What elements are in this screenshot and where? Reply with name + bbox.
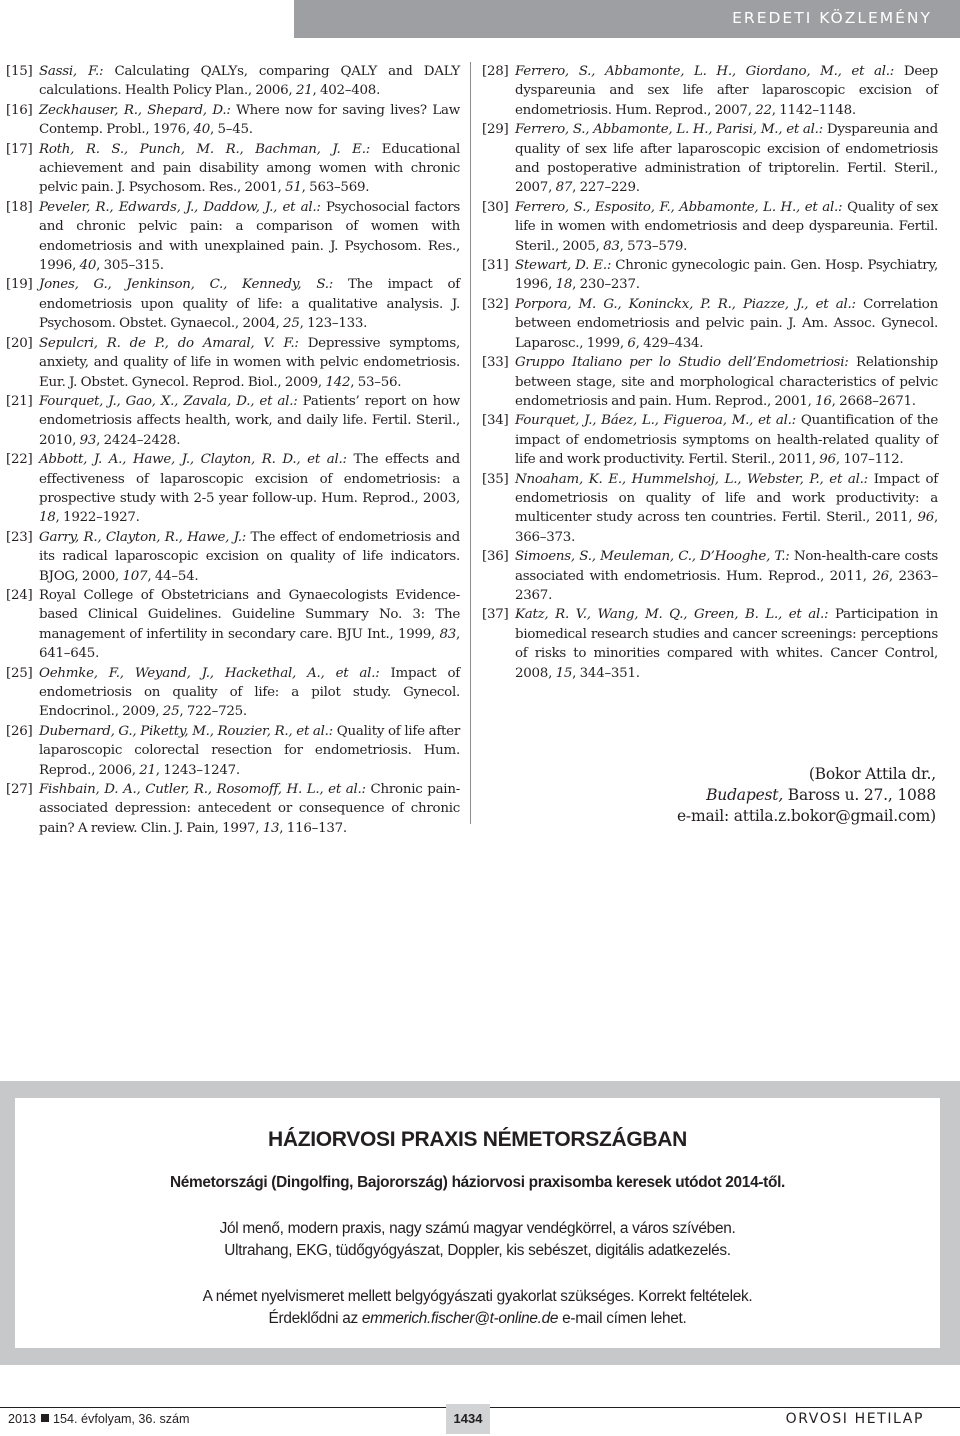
reference-authors: Dubernard, G., Piketty, M., Rouzier, R., et al.: xyxy=(39,723,333,739)
reference-pages: , 305–315. xyxy=(96,258,164,274)
reference-item xyxy=(6,198,460,276)
reference-authors: Oehmke, F., Weyand, J., Hackethal, A., et al.: xyxy=(39,665,380,681)
reference-number: [20] xyxy=(6,335,33,351)
reference-text: Quantification of the impact of endometriosis symptoms on health-related quality of life and work productivity. Fertil. Steril., 2011, xyxy=(515,413,938,468)
reference-item xyxy=(6,392,460,450)
reference-number: [15] xyxy=(6,64,33,79)
reference-item xyxy=(482,295,938,353)
ad-line-1: Jól menő, modern praxis, nagy számú magyar vendégkörrel, a város szívében. xyxy=(219,1220,736,1237)
reference-volume: 83 xyxy=(603,238,620,254)
reference-text: Royal College of Obstetricians and Gynaecologists Evidence-based Clinical Guidelines. Guideline Summary No. 3: The management of infertility in secondary care. BJU Int., 1999, xyxy=(39,587,460,642)
reference-text: Dyspareunia and quality of sex life after laparoscopic excision of endometriosis and postoperative administration of triptorelin. Fertil. Steril., 2007, xyxy=(515,122,938,196)
reference-pages: , 429–434. xyxy=(635,335,704,351)
reference-item xyxy=(6,664,460,722)
reference-volume: 25 xyxy=(283,316,300,332)
reference-pages: , 563–569. xyxy=(301,180,370,196)
reference-number: [18] xyxy=(6,199,33,215)
reference-volume: 107 xyxy=(122,568,148,584)
reference-authors: Roth, R. S., Punch, M. R., Bachman, J. E.: xyxy=(39,141,370,157)
journal-name: ORVOSI HETILAP xyxy=(785,1411,924,1427)
reference-text: Impact of endometriosis on quality of life and work productivity: a multicenter study across ten countries. Fertil. Steril., 2011, xyxy=(515,471,938,526)
reference-authors: Ferrero, S., Esposito, F., Abbamonte, L. H., et al.: xyxy=(515,199,843,215)
footer-rule-right xyxy=(490,1407,960,1408)
reference-number: [19] xyxy=(6,277,33,293)
reference-authors: Nnoaham, K. E., Hummelshoj, L., Webster, P., et al.: xyxy=(515,471,868,487)
reference-text: The effect of endometriosis and its radical laparoscopic excision on quality of life indicators. BJOG, 2000, xyxy=(39,529,461,584)
reference-volume: 13 xyxy=(262,820,280,836)
ad-contact-prefix: Érdeklődni az xyxy=(268,1310,362,1327)
reference-authors: Fourquet, J., Gao, X., Zavala, D., et al.: xyxy=(39,393,298,409)
reference-pages: , 722–725. xyxy=(179,704,247,720)
reference-text: Patients’ report on how endometriosis affects health, work, and daily life. Fertil. Steril., 2010, xyxy=(39,393,460,448)
reference-number: [25] xyxy=(6,665,33,681)
reference-number: [24] xyxy=(6,587,33,603)
signature-city: Budapest, xyxy=(706,786,784,804)
reference-item xyxy=(482,411,938,469)
reference-text: Where now for saving lives? Law Contemp. Probl., 1976, xyxy=(39,102,460,138)
reference-pages: , 44–54. xyxy=(147,568,199,584)
column-divider xyxy=(470,62,471,824)
reference-volume: 96 xyxy=(819,452,836,468)
reference-authors: Peveler, R., Edwards, J., Daddow, J., et al.: xyxy=(39,199,321,215)
reference-authors: Sepulcri, R. de P., do Amaral, V. F.: xyxy=(39,335,299,351)
reference-volume: 21 xyxy=(295,83,313,99)
reference-authors: Gruppo Italiano per lo Studio dell’Endometriosi: xyxy=(515,355,849,371)
reference-authors: Sassi, F.: xyxy=(39,64,104,79)
footer-issue-info xyxy=(8,1412,190,1426)
reference-text: Chronic pain-associated depression: antecedent or consequence of chronic pain? A review. Clin. J. Pain, 1997, xyxy=(39,782,460,836)
page-number: 1434 xyxy=(446,1404,490,1434)
reference-pages: , 107–112. xyxy=(835,452,904,468)
reference-item xyxy=(482,547,938,605)
reference-text: Quality of sex life in women with endometriosis and deep dyspareunia. Fertil. Steril., 2005, xyxy=(515,199,939,254)
reference-item xyxy=(6,334,460,392)
reference-text: The impact of endometriosis upon quality of life: a qualitative analysis. J. Psychosom. Obstet. Gynaecol., 2004, xyxy=(39,277,460,332)
reference-number: [16] xyxy=(6,102,33,118)
reference-number: [33] xyxy=(482,355,509,371)
reference-authors: Zeckhauser, R., Shepard, D.: xyxy=(39,102,231,118)
reference-item xyxy=(6,586,460,664)
reference-volume: 93 xyxy=(79,432,97,448)
reference-item xyxy=(482,353,938,411)
advertisement-box xyxy=(0,1081,960,1365)
reference-item xyxy=(6,275,460,333)
reference-pages: , 2668–2671. xyxy=(831,393,916,409)
reference-text: Correlation between endometriosis and pelvic pain. J. Am. Assoc. Gynecol. Laparosc., 1999, xyxy=(515,296,938,351)
reference-text: Non-health-care costs associated with endometriosis. Hum. Reprod., 2011, xyxy=(515,549,938,584)
reference-item xyxy=(6,62,460,101)
reference-item xyxy=(6,780,460,838)
reference-volume: 22 xyxy=(755,102,772,118)
reference-item xyxy=(482,470,938,548)
reference-pages: , 366–373. xyxy=(515,510,938,545)
signature-address xyxy=(677,785,936,806)
footer-issue: 154. évfolyam, 36. szám xyxy=(53,1412,190,1426)
reference-pages: , 402–408. xyxy=(312,83,381,99)
reference-number: [23] xyxy=(6,529,33,545)
advertisement-content xyxy=(15,1098,940,1348)
reference-authors: Garry, R., Clayton, R., Hawe, J.: xyxy=(39,529,246,545)
reference-number: [35] xyxy=(482,471,509,487)
reference-number: [21] xyxy=(6,393,33,409)
ad-subtitle: Németországi (Dingolfing, Bajorország) háziorvosi praxisomba keresek utódot 2014-től. xyxy=(169,1174,786,1191)
ad-contact-email[interactable]: emmerich.fischer@t-online.de xyxy=(361,1310,559,1327)
reference-pages: , 573–579. xyxy=(619,238,688,254)
footer-rule-left xyxy=(0,1407,446,1408)
reference-volume: 18 xyxy=(555,277,573,293)
reference-authors: Jones, G., Jenkinson, C., Kennedy, S.: xyxy=(39,277,334,293)
reference-text: Deep dyspareunia and sex life after laparoscopic excision of endometriosis. Hum. Reprod., 2007, xyxy=(515,64,938,118)
signature-name: (Bokor Attila dr., xyxy=(808,765,936,783)
reference-text: The effects and effectiveness of laparoscopic excision of endometriosis: a prospective study with 2-5 year follow-up. Hum. Reprod., 2003, xyxy=(39,452,460,506)
reference-text: Quality of life after laparoscopic colorectal resection for endometriosis. Hum. Reprod., 2006, xyxy=(39,723,461,778)
reference-number: [34] xyxy=(482,413,509,429)
reference-item xyxy=(482,256,938,295)
reference-item xyxy=(6,450,460,528)
reference-number: [27] xyxy=(6,782,33,798)
reference-authors: Stewart, D. E.: xyxy=(515,258,612,274)
reference-number: [37] xyxy=(482,607,509,623)
reference-pages: , 5–45. xyxy=(210,122,253,138)
reference-number: [30] xyxy=(482,199,509,215)
ad-title: HÁZIORVOSI PRAXIS NÉMETORSZÁGBAN xyxy=(267,1128,687,1151)
reference-authors: Fishbain, D. A., Cutler, R., Rosomoff, H. L., et al.: xyxy=(39,782,366,798)
reference-text: Educational achievement and pain disability among women with chronic pelvic pain. J. Psychosom. Res., 2001, xyxy=(39,141,460,196)
reference-pages: , 1142–1148. xyxy=(771,102,856,118)
footer-year: 2013 xyxy=(8,1412,37,1426)
reference-pages: , 116–137. xyxy=(279,820,347,836)
signature-email[interactable]: e-mail: attila.z.bokor@gmail.com) xyxy=(676,807,936,825)
square-bullet-icon xyxy=(41,1414,49,1422)
reference-number: [31] xyxy=(482,258,509,274)
reference-authors: Simoens, S., Meuleman, C., D’Hooghe, T.: xyxy=(515,549,790,565)
reference-item xyxy=(482,198,938,256)
reference-number: [17] xyxy=(6,141,33,157)
ad-contact-suffix: e-mail címen lehet. xyxy=(558,1310,687,1327)
references-left-column xyxy=(6,62,460,838)
reference-pages: , 53–56. xyxy=(350,374,402,390)
reference-pages: , 1922–1927. xyxy=(55,510,140,526)
reference-text: Calculating QALYs, comparing QALY and DALY calculations. Health Policy Plan., 2006, xyxy=(39,64,460,99)
reference-text: Participation in biomedical research studies and cancer screenings: perceptions of risks to minorities compared with whites. Cancer Control, 2008, xyxy=(515,607,938,681)
reference-text: Relationship between stage, site and morphological characteristics of pelvic endometriosis and pain. Hum. Reprod., 2001, xyxy=(515,355,938,409)
references-right-column xyxy=(482,62,938,683)
reference-number: [29] xyxy=(482,122,509,138)
reference-volume: 83 xyxy=(439,626,456,642)
reference-volume: 6 xyxy=(627,335,636,351)
reference-volume: 18 xyxy=(39,510,56,526)
reference-number: [32] xyxy=(482,296,509,312)
reference-volume: 96 xyxy=(917,510,934,526)
reference-authors: Fourquet, J., Báez, L., Figueroa, M., et al.: xyxy=(515,413,796,429)
reference-authors: Ferrero, S., Abbamonte, L. H., Giordano, M., et al.: xyxy=(515,64,895,79)
reference-item xyxy=(482,120,938,198)
page-footer xyxy=(0,1400,960,1436)
reference-volume: 40 xyxy=(79,258,97,274)
reference-volume: 142 xyxy=(325,374,351,390)
ad-line-3: A német nyelvismeret mellett belgyógyászati gyakorlat szükséges. Korrekt feltételek. xyxy=(202,1288,753,1305)
reference-number: [22] xyxy=(6,452,33,468)
section-title: EREDETI KÖZLEMÉNY xyxy=(732,9,932,27)
reference-number: [26] xyxy=(6,723,33,739)
reference-volume: 21 xyxy=(139,762,156,778)
reference-pages: , 123–133. xyxy=(299,316,368,332)
reference-pages: , 227–229. xyxy=(572,180,640,196)
reference-volume: 15 xyxy=(555,665,573,681)
reference-pages: , 2363–2367. xyxy=(515,568,938,603)
ad-line-2: Ultrahang, EKG, tüdőgyógyászat, Doppler, kis sebészet, digitális adatkezelés. xyxy=(224,1242,731,1259)
reference-authors: Ferrero, S., Abbamonte, L. H., Parisi, M., et al.: xyxy=(515,122,823,138)
reference-item xyxy=(6,528,460,586)
reference-text: Psychosocial factors and chronic pelvic pain: a comparison of women with endometriosis and with unexplained pain. J. Psychosom. Res., 1996, xyxy=(39,199,460,274)
reference-item xyxy=(6,101,460,140)
reference-item xyxy=(482,605,938,683)
reference-authors: Porpora, M. G., Koninckx, P. R., Piazze, J., et al.: xyxy=(515,296,856,312)
reference-text: Impact of endometriosis on quality of life: a pilot study. Gynecol. Endocrinol., 2009, xyxy=(39,665,460,720)
reference-volume: 16 xyxy=(815,393,832,409)
reference-item xyxy=(6,140,460,198)
reference-volume: 40 xyxy=(193,122,211,138)
reference-pages: , 344–351. xyxy=(572,665,640,681)
reference-volume: 51 xyxy=(285,180,302,196)
section-header-band xyxy=(294,0,960,38)
reference-text: Depressive symptoms, anxiety, and quality of life in women with pelvic endometriosis. Eur. J. Obstet. Gynecol. Reprod. Biol., 2009, xyxy=(39,335,461,390)
reference-pages: , 641–645. xyxy=(39,626,460,662)
reference-volume: 26 xyxy=(872,568,889,584)
reference-text: Chronic gynecologic pain. Gen. Hosp. Psychiatry, 1996, xyxy=(515,258,938,293)
reference-number: [28] xyxy=(482,64,509,79)
reference-volume: 87 xyxy=(555,180,573,196)
reference-pages: , 1243–1247. xyxy=(155,762,240,778)
reference-volume: 25 xyxy=(162,704,180,720)
reference-number: [36] xyxy=(482,549,509,565)
reference-item xyxy=(482,62,938,120)
reference-pages: , 2424–2428. xyxy=(96,432,181,448)
reference-item xyxy=(6,722,460,780)
signature-street: Baross u. 27., 1088 xyxy=(783,786,936,804)
reference-authors: Abbott, J. A., Hawe, J., Clayton, R. D., et al.: xyxy=(39,452,347,468)
ad-line-4 xyxy=(15,1310,940,1328)
author-signature xyxy=(677,764,936,827)
reference-authors: Katz, R. V., Wang, M. Q., Green, B. L., et al.: xyxy=(515,607,829,623)
reference-pages: , 230–237. xyxy=(572,277,640,293)
